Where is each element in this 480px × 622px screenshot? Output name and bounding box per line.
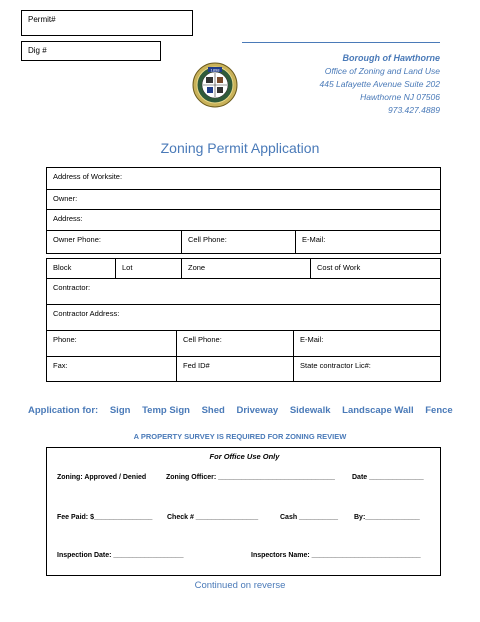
option-sidewalk[interactable]: Sidewalk	[289, 405, 331, 416]
cost-of-work-field[interactable]: Cost of Work	[310, 259, 360, 278]
received-by-field[interactable]: By:______________	[354, 514, 420, 521]
option-fence[interactable]: Fence	[425, 405, 453, 416]
fax-row	[46, 357, 441, 382]
permit-number-box[interactable]	[21, 10, 193, 36]
contractor-phone-field[interactable]: Phone:	[53, 335, 77, 344]
office-use-title: For Office Use Only	[209, 452, 280, 461]
svg-text:1898: 1898	[210, 67, 220, 73]
owner-phone-row	[46, 231, 441, 254]
block-lot-row	[46, 258, 441, 279]
zone-field[interactable]: Zone	[181, 259, 205, 278]
owner-cell-phone-field[interactable]: Cell Phone:	[181, 231, 227, 253]
office-department: Office of Zoning and Land Use	[324, 66, 440, 76]
page-title: Zoning Permit Application	[160, 140, 320, 156]
worksite-row[interactable]	[46, 167, 441, 190]
address-label: Address:	[53, 214, 83, 223]
application-form	[46, 167, 441, 382]
inspection-date-field[interactable]: Inspection Date: __________________	[57, 552, 184, 559]
option-sign[interactable]: Sign	[109, 405, 131, 416]
state-lic-field[interactable]: State contractor Lic#:	[293, 357, 371, 381]
owner-phone-field[interactable]: Owner Phone:	[53, 235, 101, 244]
dig-number-label: Dig #	[28, 46, 47, 55]
fax-field[interactable]: Fax:	[53, 361, 68, 370]
contractor-cell-phone-field[interactable]: Cell Phone:	[176, 331, 222, 356]
owner-email-field[interactable]: E-Mail:	[295, 231, 325, 253]
office-city: Hawthorne NJ 07506	[360, 92, 440, 102]
contractor-phone-row	[46, 331, 441, 357]
owner-row[interactable]	[46, 190, 441, 210]
office-name: Borough of Hawthorne	[342, 53, 440, 63]
zoning-status[interactable]: Zoning: Approved / Denied	[57, 474, 147, 481]
option-driveway[interactable]: Driveway	[236, 405, 279, 416]
zoning-date-field[interactable]: Date ______________	[352, 474, 424, 481]
contractor-address-row[interactable]	[46, 305, 441, 331]
cash-field[interactable]: Cash __________	[280, 514, 338, 521]
contractor-address-label: Contractor Address:	[53, 309, 120, 318]
address-row[interactable]	[46, 210, 441, 231]
contractor-email-field[interactable]: E-Mail:	[293, 331, 323, 356]
block-field[interactable]: Block	[53, 263, 72, 272]
borough-seal-icon	[192, 62, 238, 108]
contractor-row[interactable]	[46, 279, 441, 305]
fed-id-field[interactable]: Fed ID#	[176, 357, 210, 381]
contractor-label: Contractor:	[53, 283, 91, 292]
worksite-label: Address of Worksite:	[53, 172, 123, 181]
header-rule	[242, 42, 440, 43]
inspectors-name-field[interactable]: Inspectors Name: ____________________________	[251, 552, 421, 559]
application-type-line	[28, 405, 462, 416]
office-use-box	[46, 447, 441, 576]
option-landscape-wall[interactable]: Landscape Wall	[342, 405, 414, 416]
office-phone: 973.427.4889	[388, 105, 440, 115]
dig-number-box[interactable]	[21, 41, 161, 61]
application-label: Application for:	[28, 405, 99, 416]
office-street: 445 Lafayette Avenue Suite 202	[319, 79, 440, 89]
fee-paid-field[interactable]: Fee Paid: $_______________	[57, 514, 153, 521]
zoning-officer-field[interactable]: Zoning Officer: ______________________________	[166, 474, 335, 481]
option-temp-sign[interactable]: Temp Sign	[142, 405, 190, 416]
continued-note: Continued on reverse	[194, 580, 286, 591]
permit-number-label: Permit#	[28, 15, 56, 24]
owner-label: Owner:	[53, 194, 78, 203]
check-number-field[interactable]: Check # ________________	[167, 514, 259, 521]
survey-notice: A PROPERTY SURVEY IS REQUIRED FOR ZONING REVIEW	[133, 432, 347, 441]
office-address-block	[319, 52, 440, 117]
option-shed[interactable]: Shed	[201, 405, 225, 416]
lot-field[interactable]: Lot	[115, 259, 132, 278]
